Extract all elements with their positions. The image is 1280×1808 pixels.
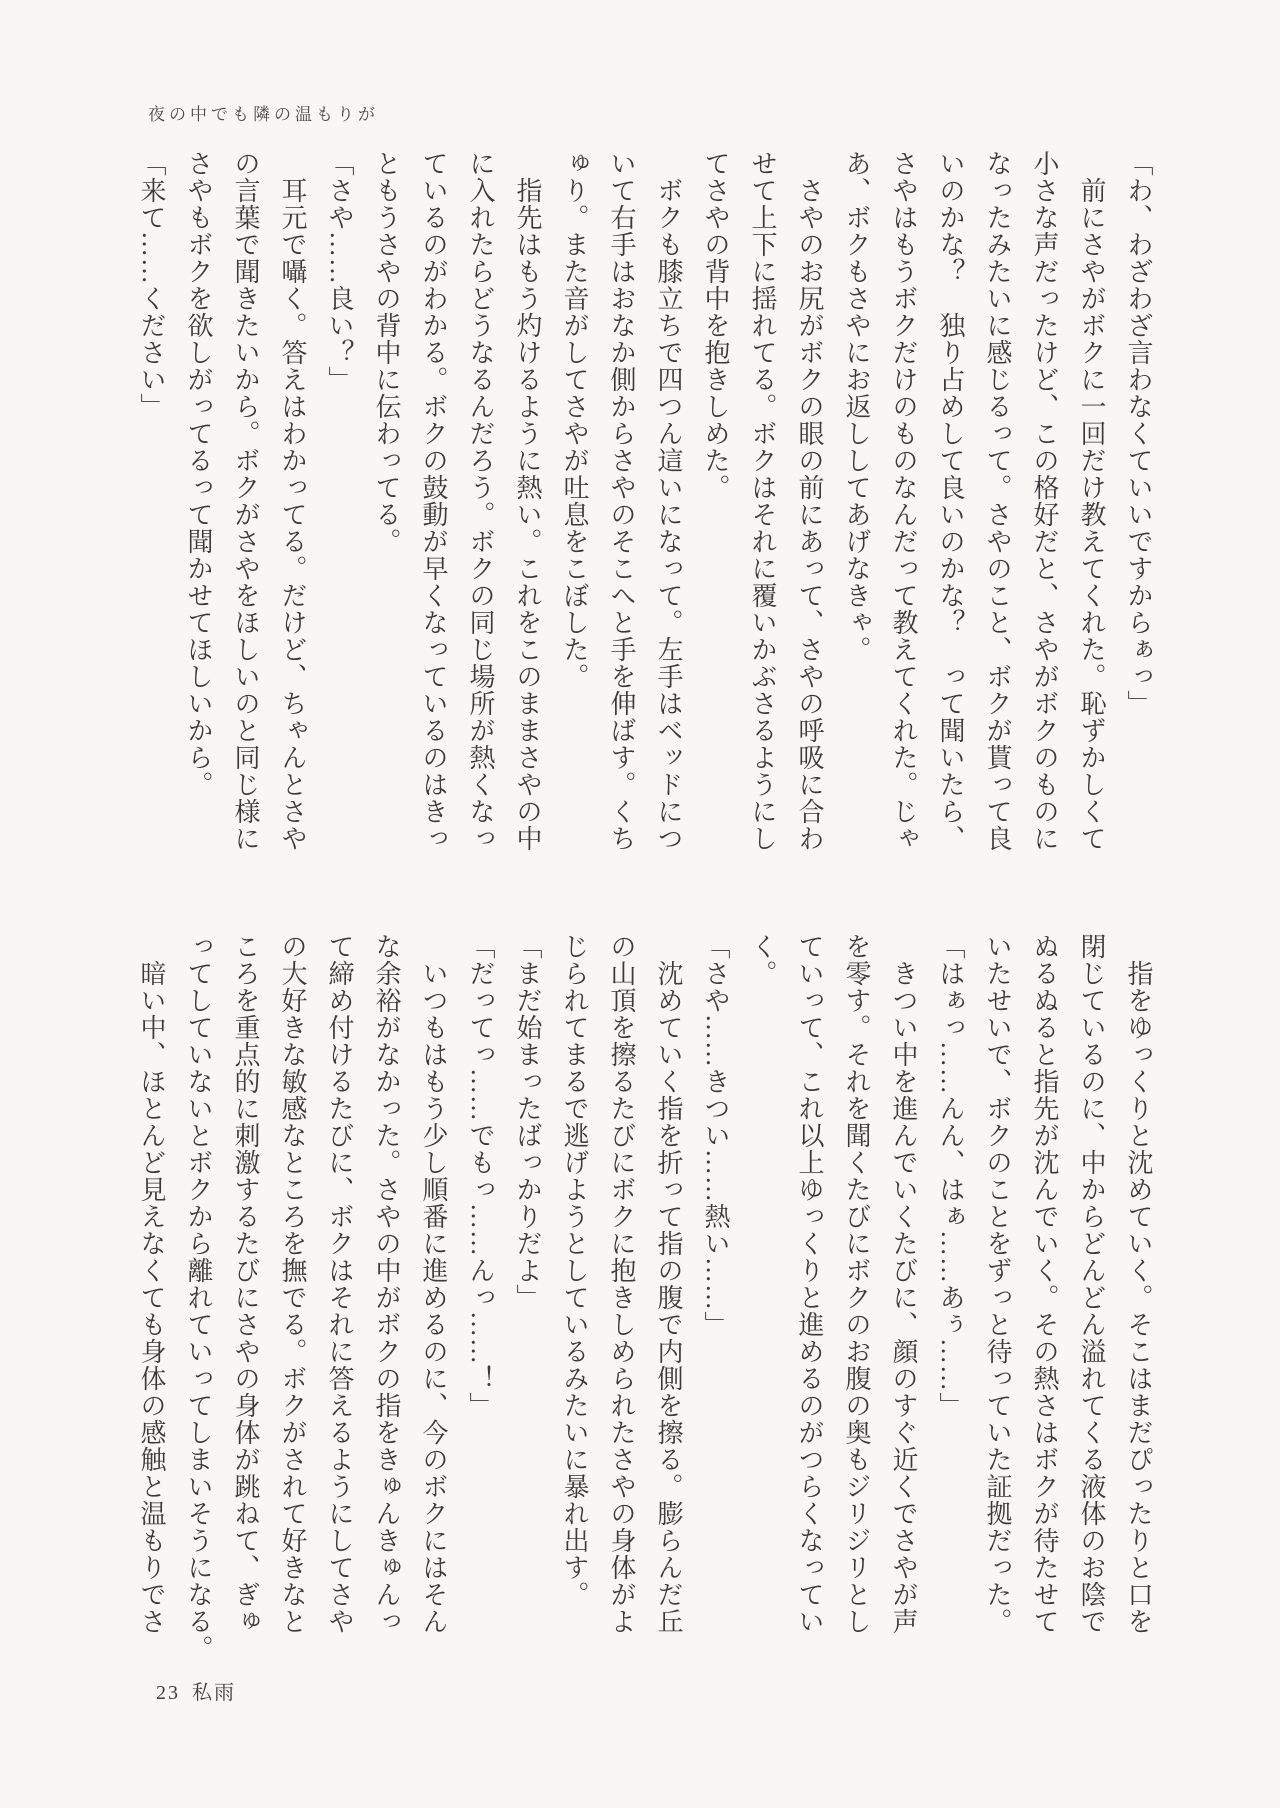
text-column: に入れたらどうなるんだろう。ボクの同じ場所が熱くなっ [466,150,495,852]
text-column: いたせいで、ボクのことをずっと待っていた証拠だった。 [983,933,1012,1635]
text-column: ていって、これ以上ゆっくりと進めるのがつらくなってい [795,933,824,1635]
text-column: 「わ、わざわざ言わなくていいですからぁっ」 [1124,150,1153,717]
text-column: あ、ボクもさやにお返ししてあげなきゃ。 [842,150,871,663]
text-column: ているのがわかる。ボクの鼓動が早くなっているのはきっ [419,150,448,852]
text-column: 小さな声だったけど、この格好だと、さやがボクのものに [1030,150,1059,852]
text-column: ってしていないとボクから離れていってしまいそうになる。 [184,933,213,1662]
page-footer [156,1676,236,1705]
text-column: さやのお尻がボクの眼の前にあって、さやの呼吸に合わ [795,150,824,852]
text-column: なったみたいに感じるって。さやのこと、ボクが貰って良 [983,150,1012,852]
text-column: いつもはもう少し順番に進めるのに、今のボクにはそん [419,933,448,1635]
text-column: 沈めていく指を折って指の腹で内側を擦る。膨らんだ丘 [654,933,683,1635]
text-column: ぬるぬると指先が沈んでいく。その熱さはボクが待たせて [1030,933,1059,1635]
text-column: 「だってっ……でもっ……んっ……！」 [466,933,495,1419]
text-column: の言葉で聞きたいから。ボクがさやをほしいのと同じ様に [231,150,260,852]
text-block-bottom [128,933,1162,1662]
text-column: の大好きな敏感なところを撫でる。ボクがされて好きなと [278,933,307,1635]
text-column: 閉じているのに、中からどんどん溢れてくる液体のお陰で [1077,933,1106,1635]
text-column: ともうさやの背中に伝わってる。 [372,150,401,555]
text-column: の山頂を擦るたびにボクに抱きしめられたさやの身体がよ [607,933,636,1635]
text-column: 指先はもう灼けるように熱い。これをこのままさやの中 [513,150,542,852]
text-column: 前にさやがボクに一回だけ教えてくれた。恥ずかしくて [1077,150,1106,852]
text-column: てさやの背中を抱きしめた。 [701,150,730,501]
text-column: く。 [748,933,777,987]
text-column: 耳元で囁く。答えはわかってる。だけど、ちゃんとさや [278,150,307,852]
text-column: いのかな？ 独り占めして良いのかな？ って聞いたら、 [936,150,965,852]
page-number: 23 [156,1682,180,1704]
text-column: きつい中を進んでいくたびに、顔のすぐ近くでさやが声 [889,933,918,1635]
text-column: 「はぁっ……んん、はぁ……あぅ……」 [936,933,965,1419]
book-title: 私雨 [192,1682,236,1704]
text-column: いて右手はおなか側からさやのそこへと手を伸ばす。くち [607,150,636,852]
text-column: 暗い中、ほとんど見えなくても身体の感触と温もりでさ [137,933,166,1635]
text-block-top [128,150,1162,876]
running-header: 夜の中でも隣の温もりが [148,105,379,124]
text-column: さやはもうボクだけのものなんだって教えてくれた。じゃ [889,150,918,852]
text-column: じられてまるで逃げようとしているみたいに暴れ出す。 [560,933,589,1608]
text-column: せて上下に揺れてる。ボクはそれに覆いかぶさるようにし [748,150,777,852]
text-column: 指をゆっくりと沈めていく。そこはまだぴったりと口を [1124,933,1153,1635]
text-column: ボクも膝立ちで四つん這いになって。左手はベッドにつ [654,150,683,852]
text-column: さやもボクを欲しがってるって聞かせてほしいから。 [184,150,213,798]
text-column: 「来て……ください」 [137,150,166,420]
text-column: て締め付けるたびに、ボクはそれに答えるようにしてさや [325,933,354,1635]
text-column: ころを重点的に刺激するたびにさやの身体が跳ねて、ぎゅ [231,933,260,1635]
text-column: 「さや……きつい……熱い……」 [701,933,730,1338]
text-column: を零す。それを聞くたびにボクのお腹の奥もジリジリとし [842,933,871,1635]
text-column: ゅり。また音がしてさやが吐息をこぼした。 [560,150,589,690]
text-column: 「まだ始まったばっかりだよ」 [513,933,542,1311]
text-column: 「さや……良い？」 [325,150,354,393]
text-column: な余裕がなかった。さやの中がボクの指をきゅんきゅんっ [372,933,401,1635]
